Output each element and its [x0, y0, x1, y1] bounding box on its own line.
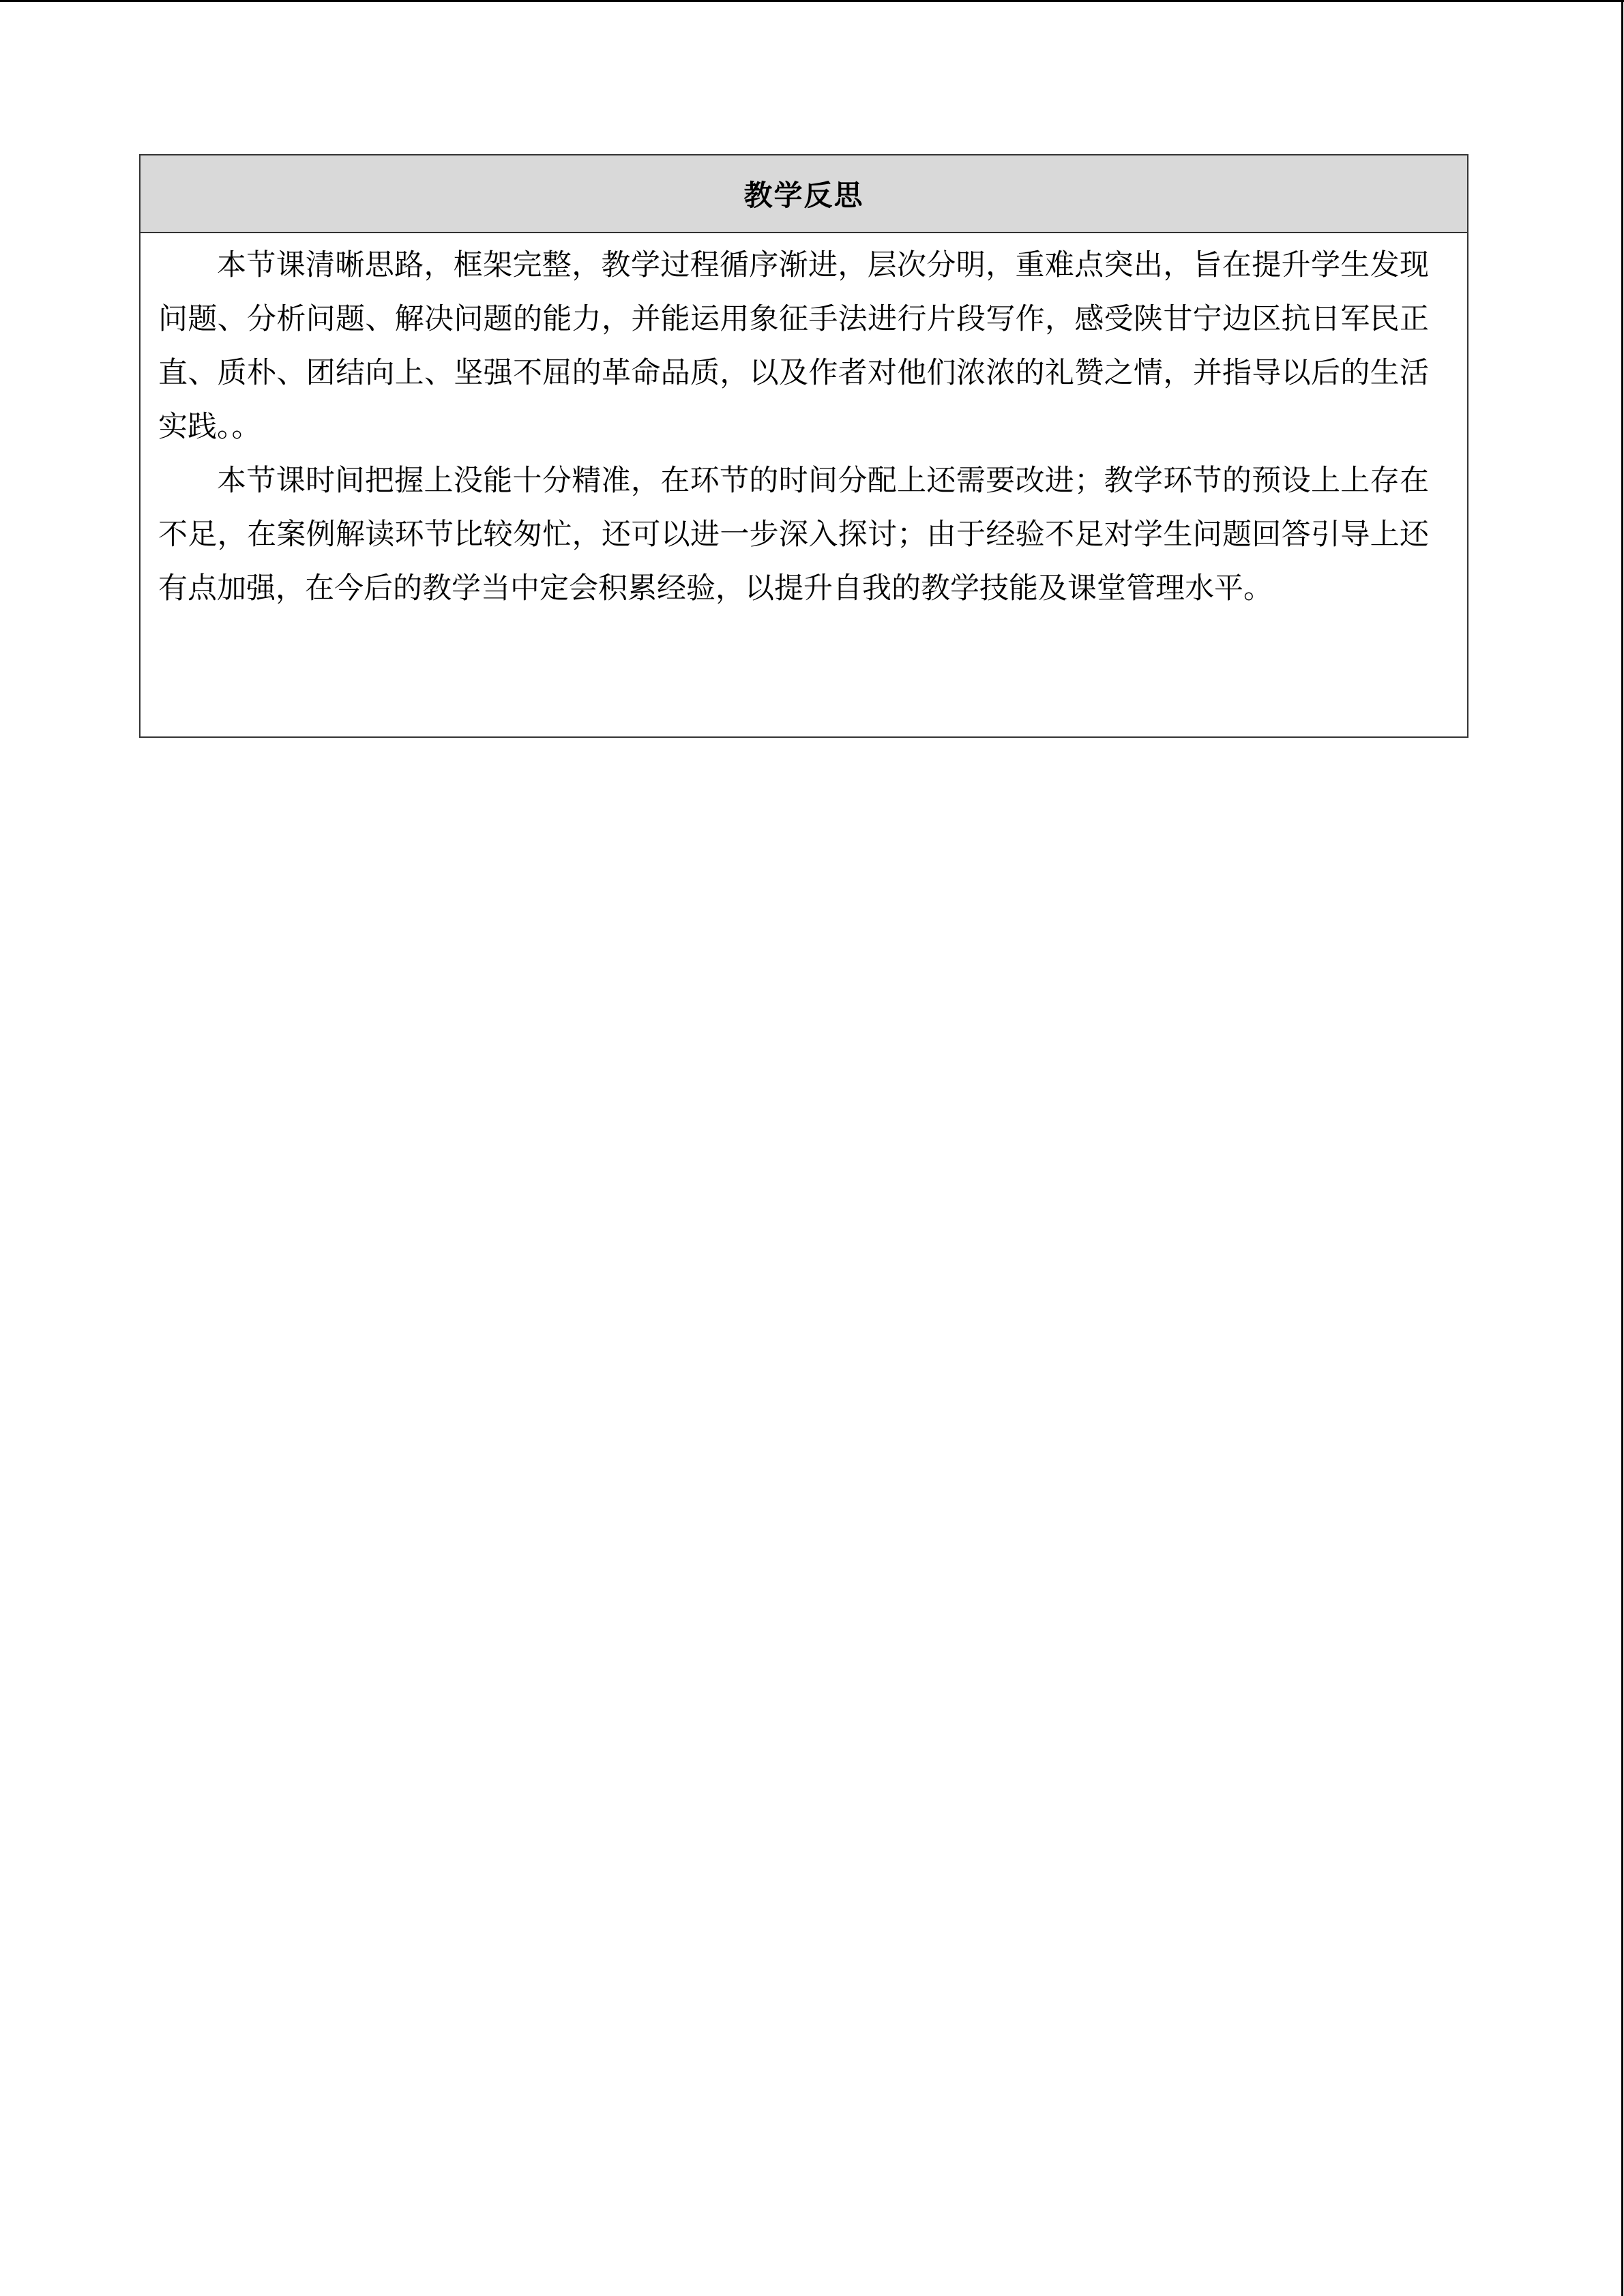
reflection-content — [140, 233, 1468, 737]
reflection-paragraph-2: 本节课时间把握上没能十分精准，在环节的时间分配上还需要改进；教学环节的预设上上存在不足，在案例解读环节比较匆忙，还可以进一步深入探讨；由于经验不足对学生问题回答引导上还有点加强，在今后的教学当中定会积累经验，以提升自我的教学技能及课堂管理水平。 — [158, 464, 1429, 606]
table-header-row — [140, 155, 1468, 233]
section-title: 教学反思 — [140, 155, 1468, 233]
page-top-border — [0, 0, 1624, 2]
teaching-reflection-table — [139, 154, 1468, 738]
reflection-paragraph-1: 本节课清晰思路，框架完整，教学过程循序渐进，层次分明，重难点突出，旨在提升学生发现问题、分析问题、解决问题的能力，并能运用象征手法进行片段写作，感受陕甘宁边区抗日军民正直、质朴、团结向上、坚强不屈的革命品质，以及作者对他们浓浓的礼赞之情，并指导以后的生活实践。。 — [158, 248, 1429, 444]
table-body-row — [140, 233, 1468, 737]
page-right-border — [1621, 0, 1623, 2296]
